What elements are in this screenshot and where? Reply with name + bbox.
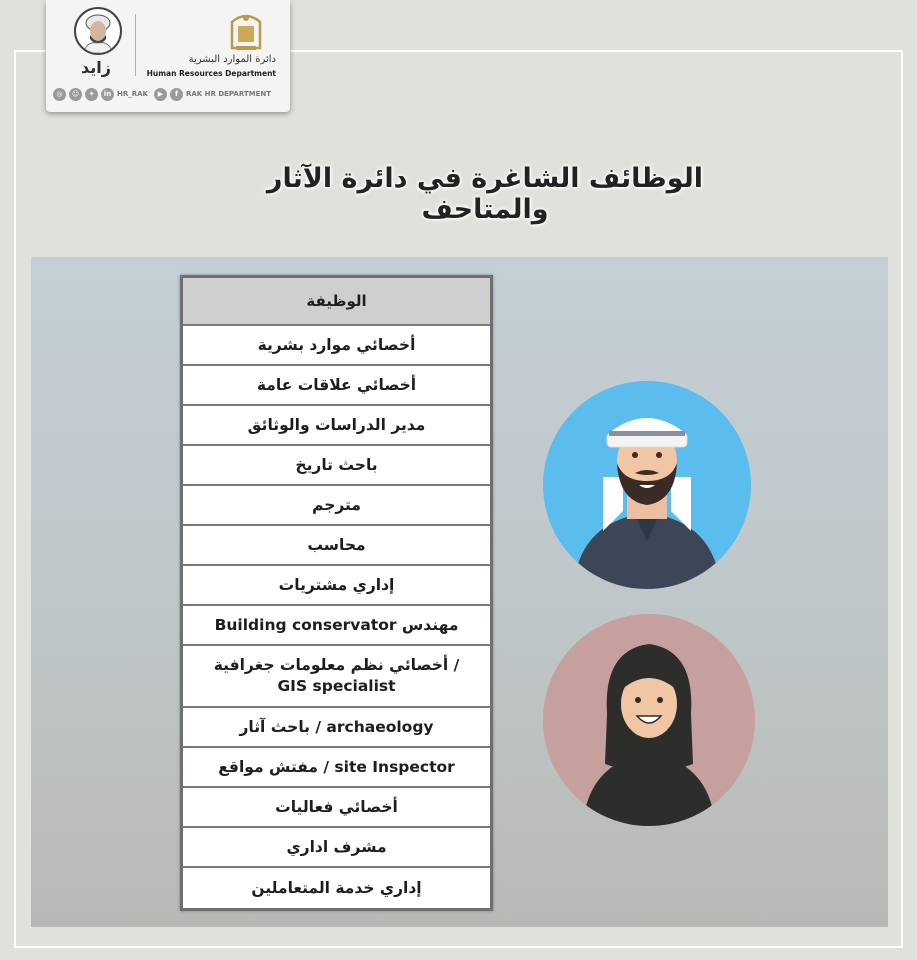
table-row <box>183 446 490 486</box>
job-title: إداري مشتريات <box>278 576 395 594</box>
table-row <box>183 748 490 788</box>
job-title: archaeology / باحث آثار <box>239 718 434 736</box>
table-row <box>183 526 490 566</box>
linkedin-icon[interactable]: in <box>101 88 114 101</box>
table-row <box>183 828 490 868</box>
job-title: مدير الدراسات والوثائق <box>247 416 426 434</box>
department-name-english: Human Resources Department <box>146 69 276 78</box>
job-title: باحث تاريخ <box>295 456 378 474</box>
table-row <box>183 406 490 446</box>
youtube-icon[interactable]: ▶ <box>154 88 167 101</box>
job-title: مشرف اداري <box>286 838 387 856</box>
job-title: أخصائي موارد بشرية <box>257 336 416 354</box>
social-handle[interactable]: HR_RAK <box>117 90 148 98</box>
social-links <box>53 87 274 101</box>
job-title: مترجم <box>312 496 361 514</box>
table-row <box>183 868 490 908</box>
twitter-icon[interactable]: ✦ <box>85 88 98 101</box>
woman-avatar-icon <box>543 614 755 826</box>
job-title: مهندس Building conservator <box>214 616 459 634</box>
jobs-table <box>180 275 493 911</box>
zayed-text: زايد <box>81 58 111 77</box>
social-handle-department[interactable]: RAK HR DEPARTMENT <box>185 90 272 98</box>
job-title-english: GIS specialist <box>277 677 396 695</box>
table-row <box>183 788 490 828</box>
government-emblem-icon <box>228 8 264 52</box>
page-title: الوظائف الشاغرة في دائرة الآثار والمتاحف <box>266 163 704 225</box>
table-row <box>183 606 490 646</box>
table-row <box>183 708 490 748</box>
table-row <box>183 486 490 526</box>
table-row <box>183 366 490 406</box>
department-name-arabic: دائرة الموارد البشرية <box>188 54 276 65</box>
job-title: إداري خدمة المتعاملين <box>251 879 422 897</box>
facebook-icon[interactable]: f <box>170 88 183 101</box>
man-avatar-icon <box>543 381 751 589</box>
job-title: site Inspector / مفتش مواقع <box>218 758 455 776</box>
table-row <box>183 326 490 366</box>
logo-divider <box>135 14 136 76</box>
table-row <box>183 646 490 708</box>
job-title: محاسب <box>307 536 366 554</box>
job-title: أخصائي علاقات عامة <box>256 376 417 394</box>
job-title: أخصائي فعاليات <box>275 798 398 816</box>
leader-portrait-icon <box>74 7 122 55</box>
table-row <box>183 566 490 606</box>
instagram-icon[interactable]: ◎ <box>53 88 66 101</box>
job-title: / أخصائي نظم معلومات جغرافية <box>213 656 460 675</box>
snapchat-icon[interactable]: ☺ <box>69 88 82 101</box>
table-header: الوظيفة <box>183 278 490 326</box>
